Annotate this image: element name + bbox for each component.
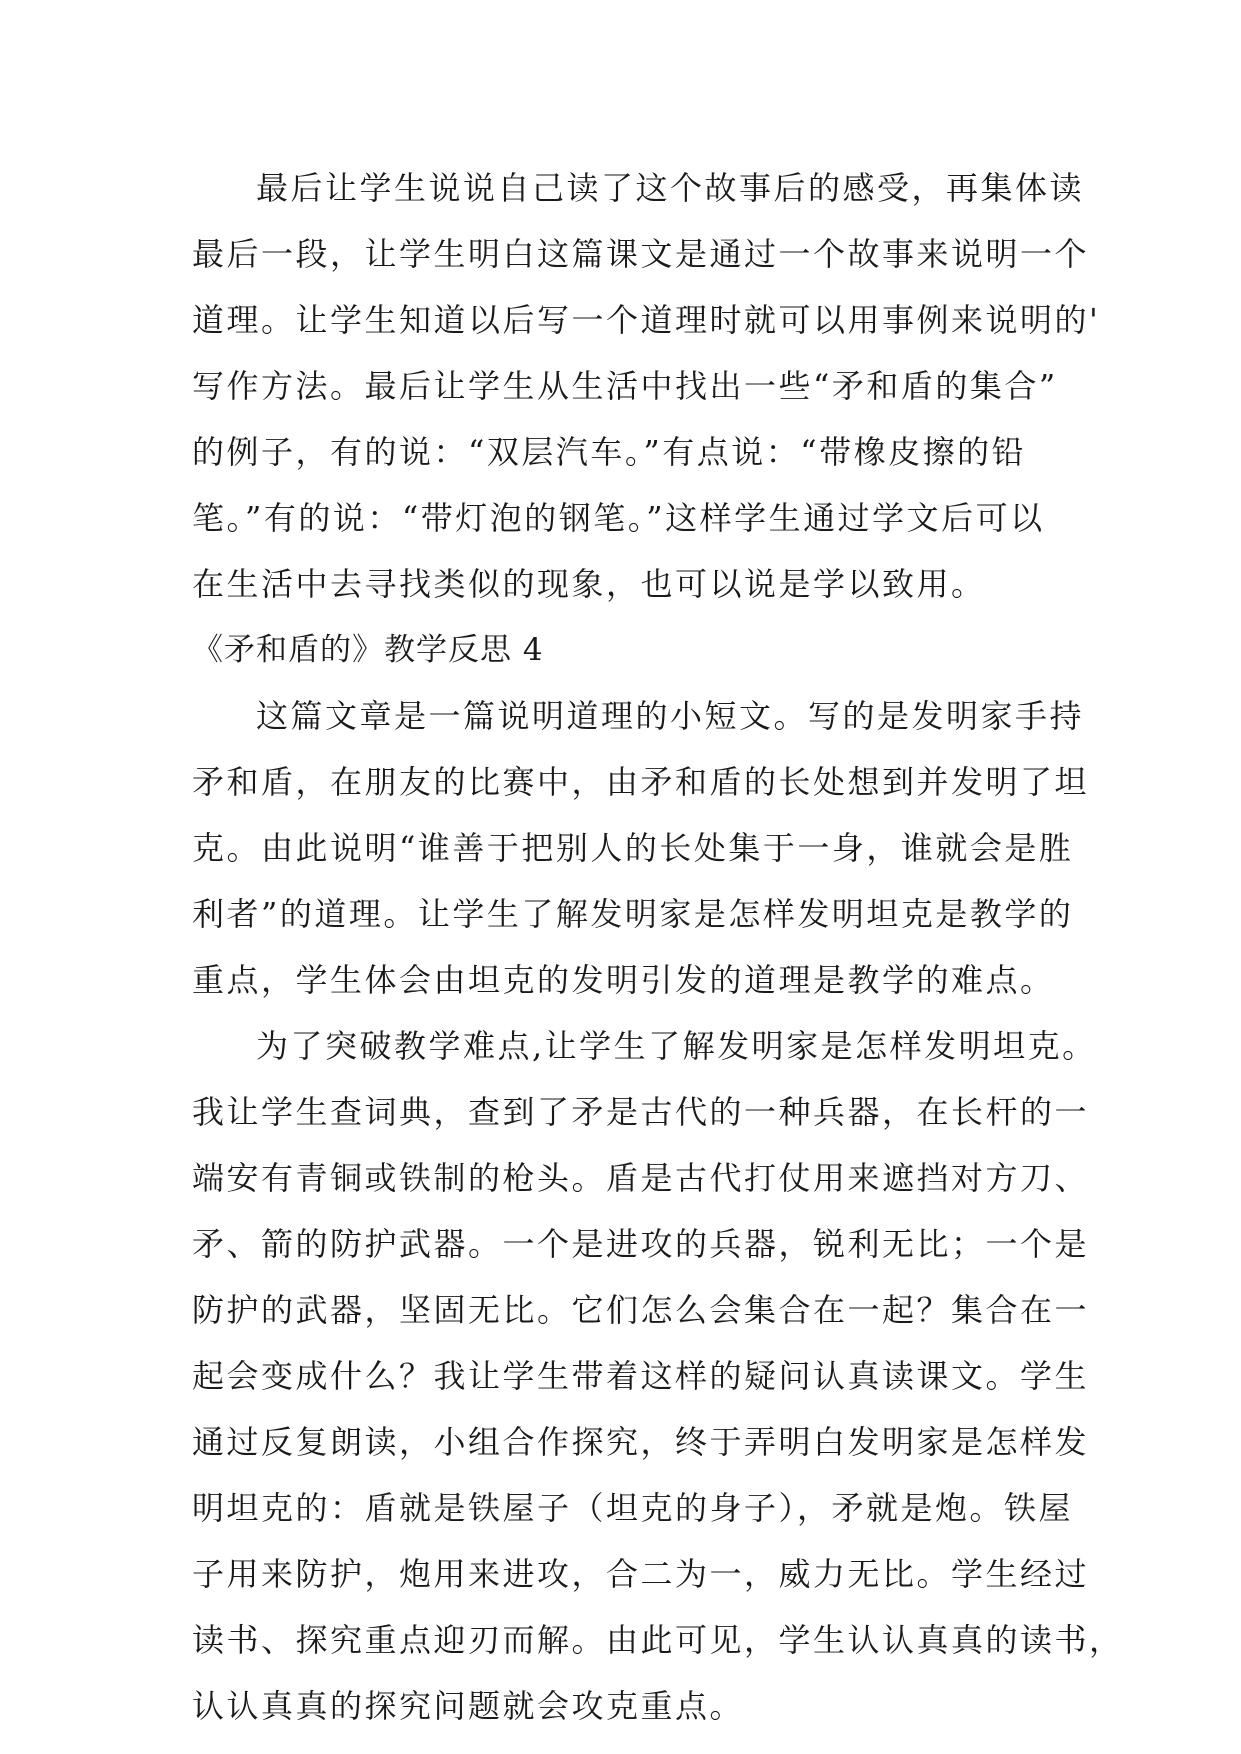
paragraph xyxy=(192,1013,1124,1739)
paragraph-line: 通过反复朗读，小组合作探究，终于弄明白发明家是怎样发 xyxy=(192,1423,1090,1461)
paragraph xyxy=(192,683,1090,1013)
paragraph-line: 笔。”有的说：“带灯泡的钢笔。”这样学生通过学文后可以 xyxy=(192,499,1045,537)
paragraph-line: 子用来防护，炮用来进攻，合二为一，威力无比。学生经过 xyxy=(192,1555,1090,1593)
paragraph-line: 矛、箭的防护武器。一个是进攻的兵器，锐利无比；一个是 xyxy=(192,1225,1090,1263)
document-body xyxy=(192,155,1124,1739)
paragraph-line: 防护的武器，坚固无比。它们怎么会集合在一起？集合在一 xyxy=(192,1291,1090,1329)
paragraph-line: 道理。让学生知道以后写一个道理时就可以用事例来说明的' xyxy=(192,301,1101,339)
paragraph-line: 我让学生查词典，查到了矛是古代的一种兵器，在长杆的一 xyxy=(192,1093,1090,1131)
paragraph-line: 写作方法。最后让学生从生活中找出一些“矛和盾的集合” xyxy=(192,367,1058,405)
paragraph-line: 认认真真的探究问题就会攻克重点。 xyxy=(192,1687,745,1725)
paragraph-line: 最后让学生说说自己读了这个故事后的感受，再集体读 xyxy=(256,169,1085,207)
section-heading: 《矛和盾的》教学反思 4 xyxy=(192,632,544,668)
paragraph-line: 读书、探究重点迎刃而解。由此可见，学生认认真真的读书， xyxy=(192,1621,1124,1659)
paragraph-line: 在生活中去寻找类似的现象，也可以说是学以致用。 xyxy=(192,565,986,603)
paragraph-line: 利者”的道理。让学生了解发明家是怎样发明坦克是教学的 xyxy=(192,895,1074,933)
paragraph-line: 为了突破教学难点,让学生了解发明家是怎样发明坦克。 xyxy=(256,1027,1097,1065)
paragraph-line: 起会变成什么？我让学生带着这样的疑问认真读课文。学生 xyxy=(192,1357,1090,1395)
paragraph-line: 的例子，有的说：“双层汽车。”有点说：“带橡皮擦的铅 xyxy=(192,433,1027,471)
paragraph-line: 明坦克的：盾就是铁屋子（坦克的身子），矛就是炮。铁屋 xyxy=(192,1489,1074,1527)
paragraph-line: 克。由此说明“谁善于把别人的长处集于一身，谁就会是胜 xyxy=(192,829,1074,867)
paragraph-line: 矛和盾，在朋友的比赛中，由矛和盾的长处想到并发明了坦 xyxy=(192,763,1090,801)
paragraph-line: 重点，学生体会由坦克的发明引发的道理是教学的难点。 xyxy=(192,961,1055,999)
paragraph-line: 端安有青铜或铁制的枪头。盾是古代打仗用来遮挡对方刀、 xyxy=(192,1159,1090,1197)
paragraph-line: 最后一段，让学生明白这篇课文是通过一个故事来说明一个 xyxy=(192,235,1090,273)
paragraph xyxy=(192,155,1101,617)
paragraph-line: 这篇文章是一篇说明道理的小短文。写的是发明家手持 xyxy=(256,697,1085,735)
